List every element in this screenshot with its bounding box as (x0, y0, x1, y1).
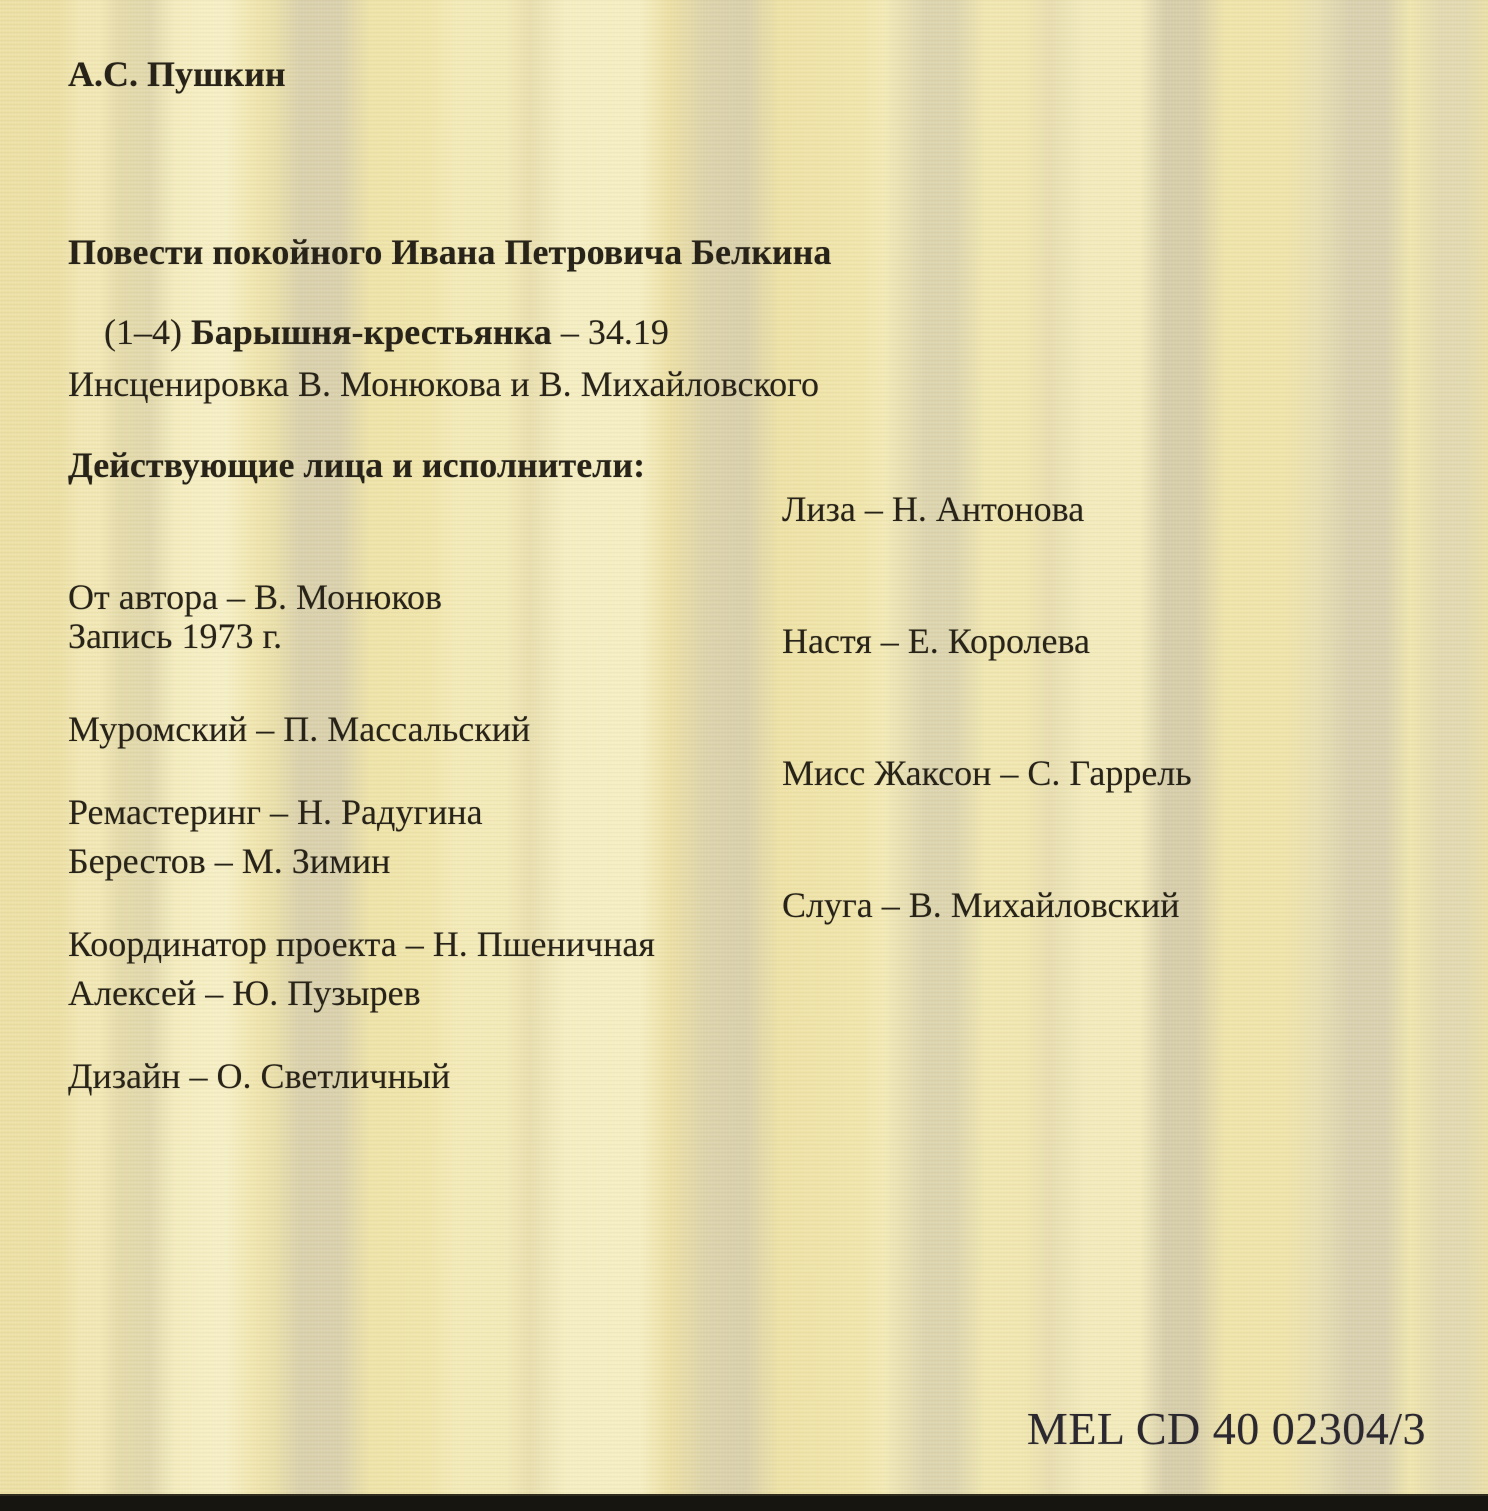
track-title: Барышня-крестьянка (190, 312, 552, 352)
cast-role-nastya: Настя – Е. Королева (782, 621, 1090, 661)
author-line: А.С. Пушкин (68, 54, 286, 94)
adaptation-subtitle: Инсценировка В. Монюкова и В. Михайловского (68, 364, 819, 404)
cast-role-narrator: От автора – В. Монюков (68, 577, 442, 617)
catalog-number: MEL CD 40 02304/3 (1026, 1403, 1426, 1454)
cast-role-liza: Лиза – Н. Антонова (782, 489, 1085, 529)
track-duration: – 34.19 (551, 312, 669, 352)
cast-role-berestov: Берестов – М. Зимин (68, 841, 391, 881)
recording-year-note: Запись 1973 г. (68, 616, 283, 656)
credit-remastering: Ремастеринг – Н. Радугина (68, 792, 483, 832)
cast-role-muromsky: Муромский – П. Массальский (68, 709, 531, 749)
album-title: Повести покойного Ивана Петровича Белкина (68, 232, 832, 272)
credits-section (68, 702, 655, 1186)
credit-project-coordinator: Координатор проекта – Н. Пшеничная (68, 924, 655, 964)
credit-design: Дизайн – О. Светличный (68, 1056, 451, 1096)
cast-role-miss-jackson: Мисс Жаксон – С. Гаррель (782, 753, 1192, 793)
cast-role-alexey: Алексей – Ю. Пузырев (68, 973, 421, 1013)
cast-role-servant: Слуга – В. Михайловский (782, 885, 1180, 925)
cast-column-right (782, 399, 1192, 1015)
scan-edge (0, 1494, 1488, 1511)
track-number-range: (1–4) (104, 312, 191, 352)
cast-heading: Действующие лица и исполнители: (68, 445, 646, 485)
